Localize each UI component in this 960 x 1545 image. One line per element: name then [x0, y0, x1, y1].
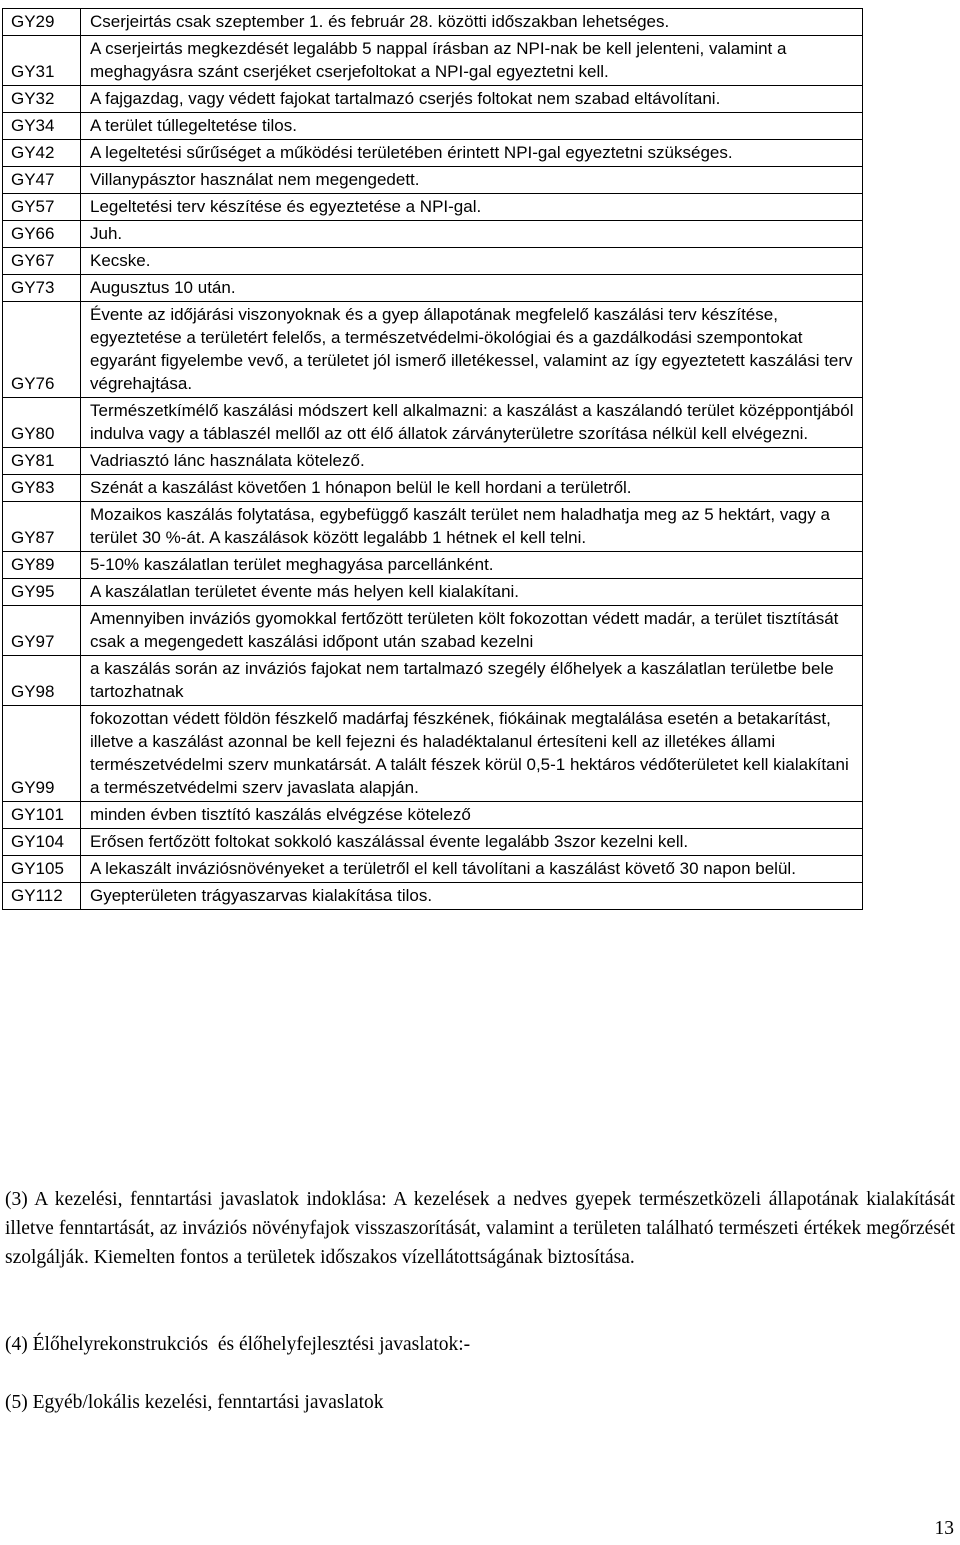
table-row — [3, 194, 863, 221]
measure-description: a kaszálás során az inváziós fajokat nem tartalmazó szegély élőhelyek a kaszálatlan területbe bele tartozhatnak — [81, 656, 863, 706]
table-row — [3, 248, 863, 275]
measure-description: Amennyiben inváziós gyomokkal fertőzött területen költ fokozottan védett madár, a terület tisztítását csak a megengedett kaszálási időpont után szabad kezelni — [81, 606, 863, 656]
measure-description: Juh. — [81, 221, 863, 248]
measure-code: GY104 — [3, 829, 81, 856]
table-row — [3, 606, 863, 656]
table-row — [3, 883, 863, 910]
table-row — [3, 275, 863, 302]
management-codes-table — [2, 8, 863, 910]
table-row — [3, 856, 863, 883]
table-row — [3, 656, 863, 706]
measure-description: Augusztus 10 után. — [81, 275, 863, 302]
table-row — [3, 706, 863, 802]
measure-description: A fajgazdag, vagy védett fajokat tartalmazó cserjés foltokat nem szabad eltávolítani. — [81, 86, 863, 113]
measure-code: GY95 — [3, 579, 81, 606]
measure-code: GY42 — [3, 140, 81, 167]
paragraph-5-other-local-measures: (5) Egyéb/lokális kezelési, fenntartási javaslatok — [5, 1392, 384, 1413]
measure-code: GY67 — [3, 248, 81, 275]
table-row — [3, 140, 863, 167]
measure-description: A terület túllegeltetése tilos. — [81, 113, 863, 140]
measure-description: Legeltetési terv készítése és egyeztetése a NPI-gal. — [81, 194, 863, 221]
measure-description: Gyepterületen trágyaszarvas kialakítása tilos. — [81, 883, 863, 910]
measure-description: Évente az időjárási viszonyoknak és a gyep állapotának megfelelő kaszálási terv készítése, egyeztetése a területért felelős, a természetvédelmi-ökológiai és a gazdálkodási szempontokat egyaránt figyelembe vevő, a területet jól ismerő illetékessel, valamint az így egyeztetett kaszálási terv végrehajtása. — [81, 302, 863, 398]
measure-description: Természetkímélő kaszálási módszert kell alkalmazni: a kaszálást a kaszálandó terület középpontjából indulva vagy a táblaszél mellől az ott élő állatok zárványterületre szorítása nélkül kell elvégezni. — [81, 398, 863, 448]
measure-code: GY81 — [3, 448, 81, 475]
table-row — [3, 829, 863, 856]
measure-description: Cserjeirtás csak szeptember 1. és február 28. közötti időszakban lehetséges. — [81, 9, 863, 36]
measure-code: GY80 — [3, 398, 81, 448]
measure-code: GY87 — [3, 502, 81, 552]
measure-code: GY73 — [3, 275, 81, 302]
measure-code: GY29 — [3, 9, 81, 36]
table-row — [3, 36, 863, 86]
paragraph-3-justification: (3) A kezelési, fenntartási javaslatok indoklása: A kezelések a nedves gyepek természetközeli állapotának kialakítását illetve fenntartását, az inváziós növényfajok visszaszorítását, valamint a területen található természeti értékek megőrzését szolgálják. Kiemelten fontos a területek időszakos vízellátottságának biztosítása. — [5, 1189, 955, 1268]
measure-code: GY57 — [3, 194, 81, 221]
measure-description: 5-10% kaszálatlan terület meghagyása parcellánként. — [81, 552, 863, 579]
table-row — [3, 302, 863, 398]
table-row — [3, 221, 863, 248]
measure-code: GY83 — [3, 475, 81, 502]
table-row — [3, 802, 863, 829]
table-row — [3, 552, 863, 579]
table-row — [3, 398, 863, 448]
table-row — [3, 167, 863, 194]
measure-code: GY76 — [3, 302, 81, 398]
measure-description: A cserjeirtás megkezdését legalább 5 nappal írásban az NPI-nak be kell jelenteni, valamint a meghagyásra szánt cserjéket cserjefoltokat a NPI-gal egyeztetni kell. — [81, 36, 863, 86]
table-row — [3, 113, 863, 140]
measure-code: GY101 — [3, 802, 81, 829]
measure-description: Erősen fertőzött foltokat sokkoló kaszálással évente legalább 3szor kezelni kell. — [81, 829, 863, 856]
measure-code: GY112 — [3, 883, 81, 910]
table-row — [3, 475, 863, 502]
measure-code: GY31 — [3, 36, 81, 86]
measure-code: GY47 — [3, 167, 81, 194]
paragraph-4-habitat-reconstruction: (4) Élőhelyrekonstrukciós és élőhelyfejlesztési javaslatok:- — [5, 1334, 471, 1355]
table-row — [3, 448, 863, 475]
table-row — [3, 579, 863, 606]
measure-code: GY66 — [3, 221, 81, 248]
measure-description: Vadriasztó lánc használata kötelező. — [81, 448, 863, 475]
measure-code: GY98 — [3, 656, 81, 706]
measure-description: fokozottan védett földön fészkelő madárfaj fészkének, fiókáinak megtalálása esetén a betakarítást, illetve a kaszálást azonnal be kell fejezni és haladéktalanul értesíteni kell az illetékes állami természetvédelmi szerv munkatársát. A talált fészek körül 0,5-1 hektáros védőterületet kell kialakítani a természetvédelmi szerv javaslata alapján. — [81, 706, 863, 802]
measure-code: GY105 — [3, 856, 81, 883]
measure-description: Villanypásztor használat nem megengedett. — [81, 167, 863, 194]
measure-description: A lekaszált inváziósnövényeket a területről el kell távolítani a kaszálást követő 30 napon belül. — [81, 856, 863, 883]
table-row — [3, 86, 863, 113]
measure-code: GY34 — [3, 113, 81, 140]
measure-code: GY32 — [3, 86, 81, 113]
measure-description: Mozaikos kaszálás folytatása, egybefüggő kaszált terület nem haladhatja meg az 5 hektárt, vagy a terület 30 %-át. A kaszálások között legalább 1 hétnek el kell telni. — [81, 502, 863, 552]
page-number: 13 — [934, 1518, 954, 1539]
measure-code: GY99 — [3, 706, 81, 802]
table-row — [3, 9, 863, 36]
measure-description: minden évben tisztító kaszálás elvégzése kötelező — [81, 802, 863, 829]
measure-description: A legeltetési sűrűséget a működési területében érintett NPI-gal egyeztetni szükséges. — [81, 140, 863, 167]
measure-description: Kecske. — [81, 248, 863, 275]
measure-code: GY89 — [3, 552, 81, 579]
measure-code: GY97 — [3, 606, 81, 656]
measure-description: A kaszálatlan területet évente más helyen kell kialakítani. — [81, 579, 863, 606]
management-codes-table-body — [3, 9, 863, 910]
table-row — [3, 502, 863, 552]
measure-description: Szénát a kaszálást követően 1 hónapon belül le kell hordani a területről. — [81, 475, 863, 502]
